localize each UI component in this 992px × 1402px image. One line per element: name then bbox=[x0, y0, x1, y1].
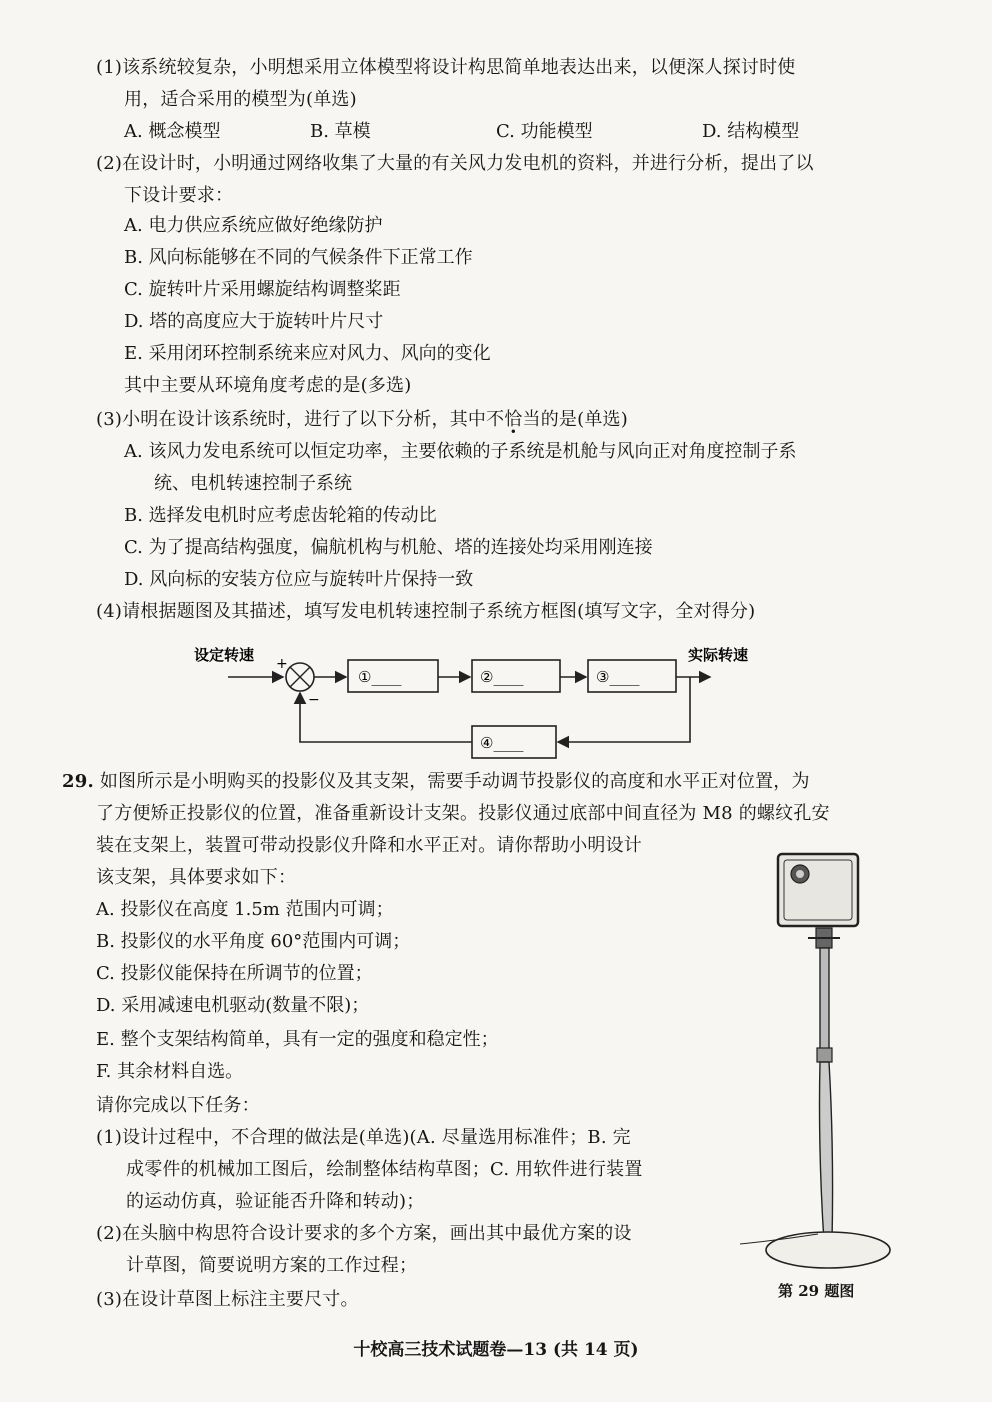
q28-p1-line2: 用，适合采用的模型为(单选) bbox=[124, 89, 357, 110]
upper-pole bbox=[820, 948, 829, 1058]
q28-p1-option-a: A. 概念模型 bbox=[124, 121, 221, 142]
q29-req-a: A. 投影仪在高度 1.5m 范围内可调； bbox=[96, 899, 394, 920]
figure-caption: 第 29 题图 bbox=[778, 1282, 855, 1300]
q28-p3-option-d: D. 风向标的安装方位应与旋转叶片保持一致 bbox=[124, 569, 474, 590]
q29-tasks-title: 请你完成以下任务： bbox=[96, 1095, 260, 1116]
box-4-label: ④____ bbox=[480, 734, 524, 752]
q29-number: 29. bbox=[62, 771, 94, 792]
q28-p2-option-b: B. 风向标能够在不同的气候条件下正常工作 bbox=[124, 247, 473, 268]
q28-p3-emphasis: 不恰当 bbox=[486, 409, 541, 430]
feedback-path-in bbox=[300, 693, 472, 742]
q28-p3-option-b: B. 选择发电机时应考虑齿轮箱的传动比 bbox=[124, 505, 437, 526]
plus-sign: + bbox=[276, 656, 288, 672]
projector-stand-figure bbox=[720, 848, 900, 1278]
q29-intro-line2: 了方便矫正投影仪的位置，准备重新设计支架。投影仪通过底部中间直径为 M8 的螺纹孔安 bbox=[96, 803, 830, 824]
q28-p2-line2: 下设计要求： bbox=[124, 185, 234, 206]
pole-clamp bbox=[817, 1048, 832, 1062]
stand-base bbox=[766, 1232, 890, 1268]
box-1-label: ①____ bbox=[358, 668, 402, 686]
q29-task2-line1: (2)在头脑中构思符合设计要求的多个方案，画出其中最优方案的设 bbox=[96, 1223, 632, 1244]
q29-intro-1: 如图所示是小明购买的投影仪及其支架，需要手动调节投影仪的高度和水平正对位置，为 bbox=[99, 771, 810, 792]
q28-p3-option-a-line1: A. 该风力发电系统可以恒定功率，主要依赖的子系统是机舱与风向正对角度控制子系 bbox=[124, 441, 797, 462]
q28-p2-option-d: D. 塔的高度应大于旋转叶片尺寸 bbox=[124, 311, 384, 332]
q28-p1-option-c: C. 功能模型 bbox=[496, 121, 593, 142]
q28-p3-line1 bbox=[96, 408, 628, 432]
q28-p2-question: 其中主要从环境角度考虑的是(多选) bbox=[124, 375, 412, 396]
q28-p3-line1-b: 的是(单选) bbox=[540, 409, 628, 430]
q29-req-d: D. 采用减速电机驱动(数量不限)； bbox=[96, 995, 370, 1016]
q29-req-c: C. 投影仪能保持在所调节的位置； bbox=[96, 963, 373, 984]
q28-p2-option-a: A. 电力供应系统应做好绝缘防护 bbox=[124, 215, 383, 236]
q28-p3-line1-a: (3)小明在设计该系统时，进行了以下分析，其中 bbox=[96, 409, 487, 430]
q29-task1-line1: (1)设计过程中，不合理的做法是(单选)(A. 尽量选用标准件；B. 完 bbox=[96, 1127, 631, 1148]
q28-p3-option-c: C. 为了提高结构强度，偏航机构与机舱、塔的连接处均采用刚连接 bbox=[124, 537, 653, 558]
box-3-label: ③____ bbox=[596, 668, 640, 686]
q29-intro-line3: 装在支架上，装置可带动投影仪升降和水平正对。请你帮助小明设计 bbox=[96, 835, 642, 856]
q29-task1-line3: 的运动仿真，验证能否升降和转动)； bbox=[126, 1191, 425, 1212]
q29-intro-line4: 该支架，具体要求如下： bbox=[96, 867, 297, 888]
q29-req-b: B. 投影仪的水平角度 60°范围内可调； bbox=[96, 931, 411, 952]
q29-req-e: E. 整个支架结构简单，具有一定的强度和稳定性； bbox=[96, 1029, 499, 1050]
minus-sign: − bbox=[308, 692, 320, 708]
q29-req-f: F. 其余材料自选。 bbox=[96, 1061, 244, 1082]
q29-intro-line1 bbox=[62, 770, 810, 794]
q29-task1-line2: 成零件的机械加工图后，绘制整体结构草图；C. 用软件进行装置 bbox=[126, 1159, 643, 1180]
lower-pole bbox=[820, 1062, 833, 1242]
q28-p1-option-b: B. 草模 bbox=[310, 121, 371, 142]
control-block-diagram bbox=[180, 640, 800, 760]
input-label: 设定转速 bbox=[194, 646, 255, 664]
box-2-label: ②____ bbox=[480, 668, 524, 686]
projector-body bbox=[778, 854, 858, 926]
q29-task2-line2: 计草图，简要说明方案的工作过程； bbox=[126, 1255, 418, 1276]
q28-p3-option-a-line2: 统、电机转速控制子系统 bbox=[154, 473, 352, 494]
q29-task3-line1: (3)在设计草图上标注主要尺寸。 bbox=[96, 1289, 359, 1310]
q28-p1-line1: (1)该系统较复杂，小明想采用立体模型将设计构思简单地表达出来，以便深人探讨时使 bbox=[96, 57, 796, 78]
page-footer: 十校高三技术试题卷—13 (共 14 页) bbox=[353, 1340, 639, 1360]
output-label: 实际转速 bbox=[688, 646, 749, 664]
q28-p2-line1: (2)在设计时，小明通过网络收集了大量的有关风力发电机的资料，并进行分析，提出了以 bbox=[96, 153, 814, 174]
q28-p4-line1: (4)请根据题图及其描述，填写发电机转速控制子系统方框图(填写文字，全对得分) bbox=[96, 601, 756, 622]
q28-p1-option-d: D. 结构模型 bbox=[702, 121, 800, 142]
feedback-path-out bbox=[558, 677, 690, 742]
q28-p2-option-c: C. 旋转叶片采用螺旋结构调整桨距 bbox=[124, 279, 401, 300]
q28-p2-option-e: E. 采用闭环控制系统来应对风力、风向的变化 bbox=[124, 343, 491, 364]
projector-lens-center bbox=[796, 870, 804, 878]
